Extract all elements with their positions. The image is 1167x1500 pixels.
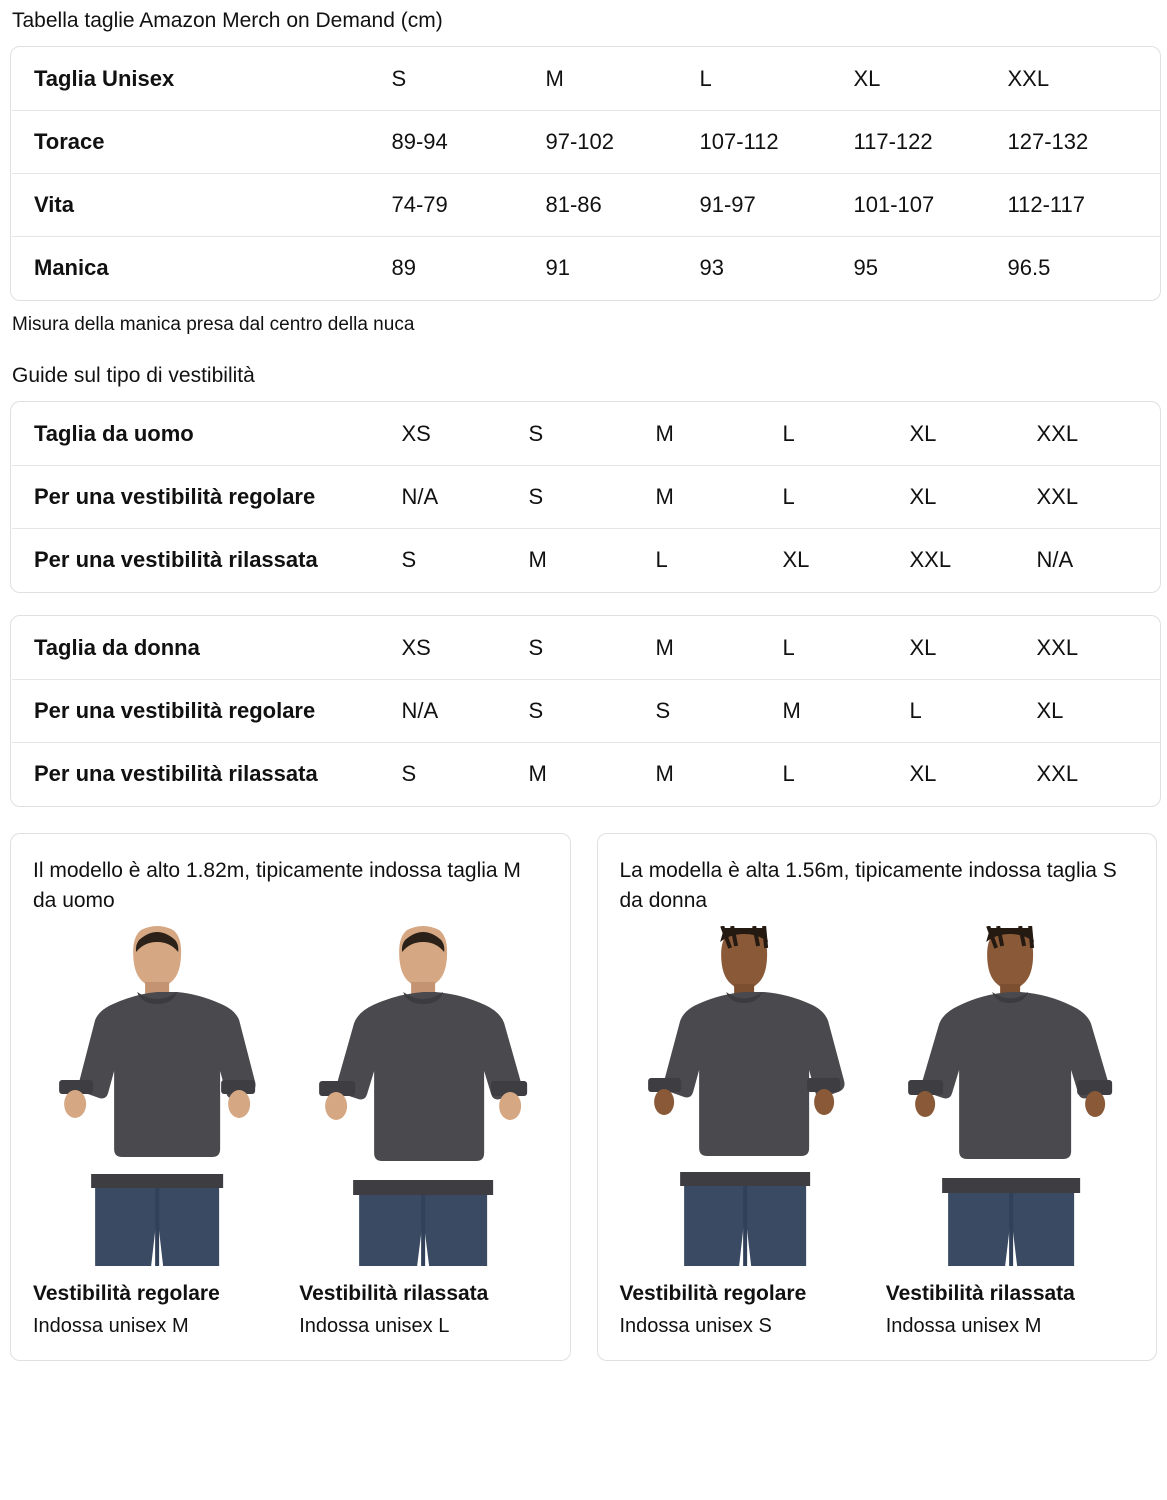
cell: M (528, 761, 547, 786)
cell: XL (1037, 680, 1162, 743)
cell: N/A (402, 466, 529, 529)
cell: XXL (1037, 466, 1162, 529)
cell: 91 (545, 255, 570, 280)
table-row (12, 174, 1162, 237)
men-fit-table (11, 402, 1161, 592)
male-relaxed-fit-figure (299, 926, 547, 1340)
female-model-card (597, 833, 1158, 1361)
male-regular-fit-photo (33, 926, 281, 1266)
male-model-illustration (33, 926, 281, 1266)
male-relaxed-fit-title: Vestibilità rilassata (299, 1282, 489, 1305)
table-row (12, 237, 1162, 300)
cell: S (529, 680, 656, 743)
female-regular-fit-figure (620, 926, 868, 1340)
cell: 117-122 (854, 111, 1008, 174)
cell: S (529, 403, 656, 466)
table-row (12, 529, 1162, 592)
row-header: Manica (34, 255, 109, 280)
men-fit-table-wrapper (10, 401, 1161, 593)
cell: M (656, 403, 783, 466)
cell: M (528, 547, 547, 572)
cell: 96.5 (1007, 255, 1051, 280)
cell: 127-132 (1008, 111, 1162, 174)
cell: L (783, 617, 910, 680)
cell: XL (854, 48, 1008, 111)
cell: XS (402, 403, 529, 466)
female-regular-fit-photo (620, 926, 868, 1266)
cell: XXL (1037, 403, 1162, 466)
table-row (12, 111, 1162, 174)
row-header: Per una vestibilità regolare (12, 680, 402, 743)
cell: XL (782, 547, 810, 572)
women-fit-table (11, 616, 1161, 806)
cell: S (529, 617, 656, 680)
male-relaxed-fit-subtitle: Indossa unisex L (299, 1315, 450, 1337)
row-header: Per una vestibilità regolare (12, 466, 402, 529)
unisex-size-table (11, 47, 1161, 300)
female-figures (620, 926, 1135, 1340)
model-cards (10, 833, 1157, 1361)
cell: 101-107 (854, 174, 1008, 237)
male-regular-fit-figure (33, 926, 281, 1340)
cell: S (529, 466, 656, 529)
cell: S (401, 547, 417, 572)
table-row (12, 617, 1162, 680)
page-title: Tabella taglie Amazon Merch on Demand (cm) (12, 9, 443, 32)
cell: L (783, 466, 910, 529)
cell: 95 (853, 255, 878, 280)
male-model-card (10, 833, 571, 1361)
table-row (12, 48, 1162, 111)
table-row (12, 403, 1162, 466)
sleeve-measurement-note: Misura della manica presa dal centro della nuca (12, 314, 415, 335)
row-header: Taglia da donna (12, 617, 402, 680)
fit-guides-title: Guide sul tipo di vestibilità (12, 364, 255, 387)
cell: S (401, 761, 417, 786)
male-relaxed-fit-photo (299, 926, 547, 1266)
cell: L (910, 680, 1037, 743)
row-header: Torace (12, 111, 392, 174)
female-relaxed-fit-figure (886, 926, 1134, 1340)
row-header: Per una vestibilità rilassata (34, 547, 318, 572)
row-header: Per una vestibilità rilassata (34, 761, 318, 786)
cell: 107-112 (700, 111, 854, 174)
cell: 112-117 (1008, 174, 1162, 237)
female-relaxed-fit-title: Vestibilità rilassata (885, 1282, 1075, 1305)
cell: L (655, 547, 668, 572)
cell: 81-86 (546, 174, 700, 237)
female-regular-fit-title: Vestibilità regolare (619, 1282, 807, 1305)
cell: S (656, 680, 783, 743)
table-row (12, 743, 1162, 806)
female-relaxed-fit-subtitle: Indossa unisex M (885, 1315, 1042, 1337)
cell: S (392, 48, 546, 111)
cell: XL (910, 466, 1037, 529)
male-model-illustration-relaxed (299, 926, 547, 1266)
cell: L (782, 761, 795, 786)
cell: M (655, 761, 674, 786)
male-regular-fit-title: Vestibilità regolare (33, 1282, 220, 1305)
female-regular-fit-subtitle: Indossa unisex S (619, 1315, 772, 1337)
cell: L (700, 48, 854, 111)
cell: 89 (391, 255, 416, 280)
cell: 89-94 (392, 111, 546, 174)
table-row (12, 680, 1162, 743)
cell: XL (910, 617, 1037, 680)
cell: XXL (1037, 617, 1162, 680)
cell: XXL (1036, 761, 1079, 786)
cell: XS (402, 617, 529, 680)
female-model-illustration-relaxed (886, 926, 1134, 1266)
unisex-size-table-wrapper (10, 46, 1161, 301)
cell: M (656, 617, 783, 680)
female-model-illustration (620, 926, 868, 1266)
cell: 91-97 (700, 174, 854, 237)
female-relaxed-fit-photo (886, 926, 1134, 1266)
cell: M (546, 48, 700, 111)
male-regular-fit-subtitle: Indossa unisex M (33, 1315, 189, 1337)
cell: M (656, 466, 783, 529)
row-header: Taglia da uomo (12, 403, 402, 466)
cell: 74-79 (392, 174, 546, 237)
male-figures (33, 926, 548, 1340)
table-row (12, 466, 1162, 529)
cell: M (783, 680, 910, 743)
cell: XL (910, 403, 1037, 466)
female-model-description: La modella è alta 1.56m, tipicamente indossa taglia S da donna (619, 859, 1117, 912)
male-model-description: Il modello è alto 1.82m, tipicamente indossa taglia M da uomo (33, 859, 521, 912)
cell: XL (909, 761, 937, 786)
cell: N/A (1036, 547, 1074, 572)
cell: N/A (402, 680, 529, 743)
cell: 97-102 (546, 111, 700, 174)
cell: XXL (1008, 48, 1162, 111)
cell: 93 (699, 255, 724, 280)
row-header: Taglia Unisex (12, 48, 392, 111)
row-header: Vita (12, 174, 392, 237)
cell: L (783, 403, 910, 466)
cell: XXL (909, 547, 952, 572)
women-fit-table-wrapper (10, 615, 1161, 807)
